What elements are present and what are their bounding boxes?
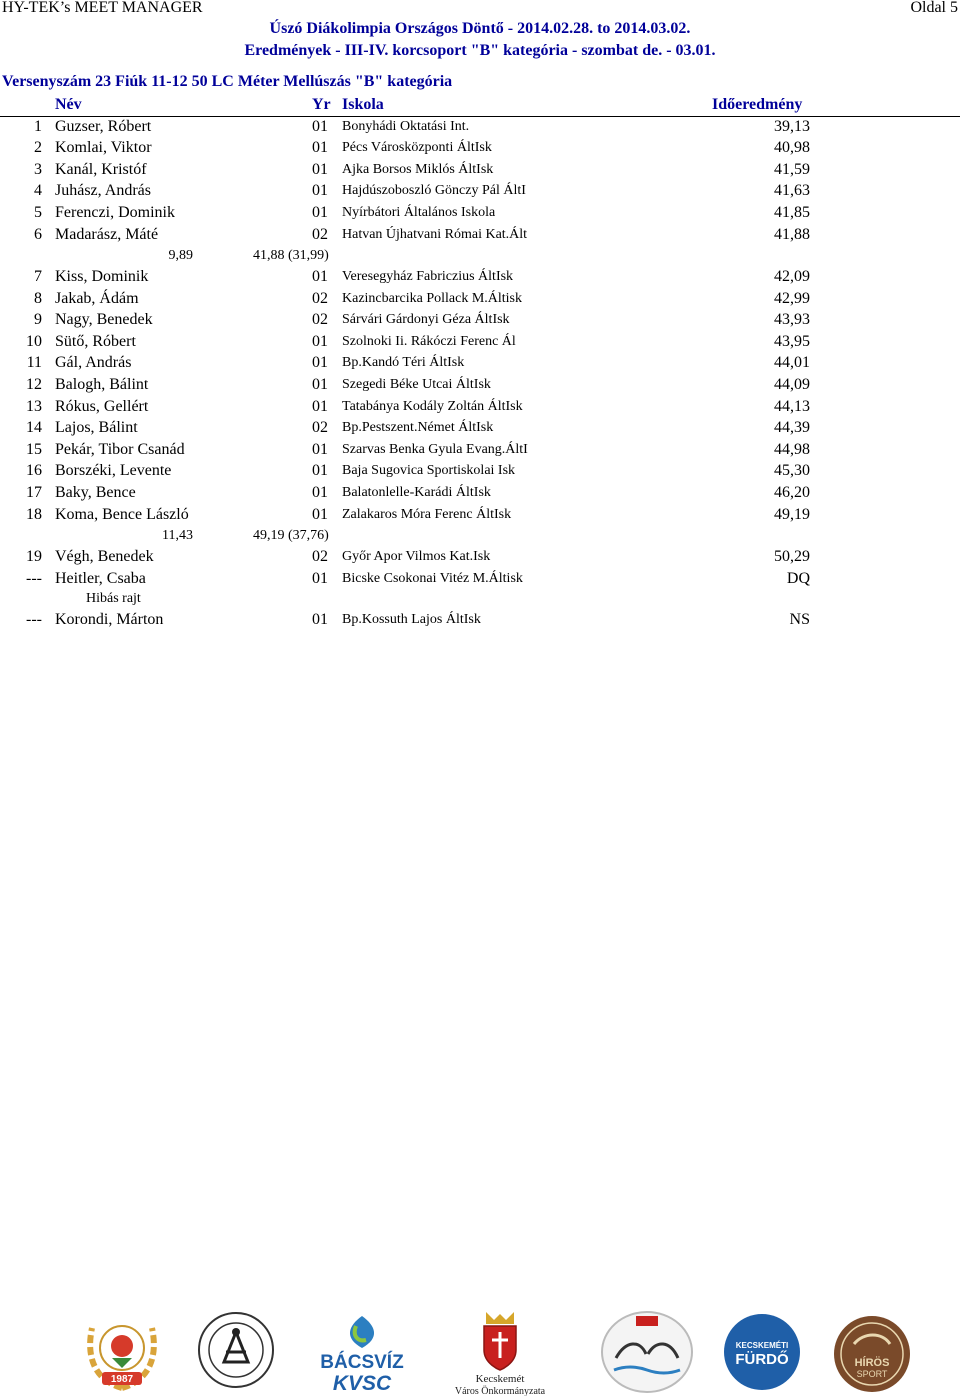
school: Kazincbarcika Pollack M.Áltisk — [342, 291, 523, 306]
table-row — [0, 484, 960, 504]
table-row — [0, 182, 960, 202]
school: Balatonlelle-Karádi ÁltIsk — [342, 485, 491, 500]
school: Szarvas Benka Gyula Evang.ÁltI — [342, 442, 528, 457]
result-time: 44,98 — [774, 441, 810, 458]
swimmer-name: Heitler, Csaba — [55, 570, 146, 587]
table-row — [0, 462, 960, 482]
place: 4 — [34, 182, 42, 199]
app-name: HY-TEK’s MEET MANAGER — [2, 0, 203, 16]
result-time: 44,09 — [774, 376, 810, 393]
year: 02 — [312, 419, 328, 436]
swimmer-name: Kanál, Kristóf — [55, 161, 147, 178]
result-time: 44,13 — [774, 398, 810, 415]
table-row — [0, 441, 960, 461]
school: Hatvan Újhatvani Római Kat.Ált — [342, 227, 528, 242]
school: Sárvári Gárdonyi Géza ÁltIsk — [342, 312, 510, 327]
school: Bp.Kandó Téri ÁltIsk — [342, 355, 465, 370]
swimmer-name: Sütő, Róbert — [55, 333, 136, 350]
meet-title: Úszó Diákolimpia Országos Döntő - 2014.02.28. to 2014.03.02. — [269, 20, 691, 37]
school: Ajka Borsos Miklós ÁltIsk — [342, 162, 494, 177]
swimmer-name: Guzser, Róbert — [55, 118, 152, 135]
year: 01 — [312, 441, 328, 458]
split-time-final: 49,19 (37,76) — [253, 528, 329, 543]
swimmer-name: Koma, Bence László — [55, 506, 189, 523]
furdo-top-text: KECSKEMÉTI — [735, 1341, 789, 1350]
swimmer-name: Juhász, András — [55, 182, 151, 199]
year: 02 — [312, 226, 328, 243]
result-time: 42,99 — [774, 290, 810, 307]
school: Szolnoki Ii. Rákóczi Ferenc Ál — [342, 334, 516, 349]
year: 01 — [312, 204, 328, 221]
uszo-szovetseg-logo — [600, 1310, 694, 1394]
diaksport-tanacs-logo — [196, 1310, 276, 1390]
year: 01 — [312, 506, 328, 523]
table-row — [0, 226, 960, 246]
school: Szegedi Béke Utcai ÁltIsk — [342, 377, 491, 392]
place: 18 — [26, 506, 42, 523]
school: Veresegyház Fabriczius ÁltIsk — [342, 269, 514, 284]
place: 8 — [34, 290, 42, 307]
column-header-name: Név — [55, 96, 82, 113]
school: Nyírbátori Általános Iskola — [342, 205, 496, 220]
column-header-school: Iskola — [342, 96, 384, 113]
place: 13 — [26, 398, 42, 415]
table-row — [0, 376, 960, 396]
swimmer-name: Rókus, Gellért — [55, 398, 149, 415]
table-row — [0, 548, 960, 568]
year: 01 — [312, 182, 328, 199]
table-row — [0, 398, 960, 418]
school: Győr Apor Vilmos Kat.Isk — [342, 549, 491, 564]
school: Bicske Csokonai Vitéz M.Áltisk — [342, 571, 523, 586]
year: 01 — [312, 376, 328, 393]
disqualification-note: Hibás rajt — [86, 591, 141, 606]
result-time: 46,20 — [774, 484, 810, 501]
swimmer-name: Borszéki, Levente — [55, 462, 172, 479]
table-row — [0, 419, 960, 439]
diaksport-szovetseg-logo — [80, 1308, 164, 1392]
place: 2 — [34, 139, 42, 156]
swimmer-name: Kiss, Dominik — [55, 268, 149, 285]
swimmer-name: Komlai, Viktor — [55, 139, 152, 156]
place: 10 — [26, 333, 42, 350]
place: 3 — [34, 161, 42, 178]
result-time: NS — [789, 611, 810, 628]
school: Bp.Pestszent.Német ÁltIsk — [342, 420, 494, 435]
result-time: 44,01 — [774, 354, 810, 371]
place: 7 — [34, 268, 42, 285]
year: 02 — [312, 311, 328, 328]
split-time-50: 9,89 — [168, 248, 193, 263]
place: 6 — [34, 226, 42, 243]
place: 14 — [26, 419, 42, 436]
result-time: 41,63 — [774, 182, 810, 199]
year: 02 — [312, 548, 328, 565]
result-time: 41,59 — [774, 161, 810, 178]
swimmer-name: Nagy, Benedek — [55, 311, 153, 328]
place: --- — [26, 570, 42, 587]
table-row — [0, 333, 960, 353]
swimmer-name: Végh, Benedek — [55, 548, 154, 565]
swimmer-name: Korondi, Márton — [55, 611, 164, 628]
column-header-yr: Yr — [312, 96, 331, 113]
year: 01 — [312, 268, 328, 285]
hiros-subtitle: SPORT — [856, 1369, 888, 1379]
result-time: 43,95 — [774, 333, 810, 350]
page-number: Oldal 5 — [910, 0, 958, 16]
bacsviz-kvsc-logo — [310, 1312, 414, 1394]
result-time: 41,85 — [774, 204, 810, 221]
table-row — [0, 570, 960, 590]
table-row — [0, 506, 960, 526]
school: Baja Sugovica Sportiskolai Isk — [342, 463, 516, 478]
swimmer-name: Lajos, Bálint — [55, 419, 138, 436]
result-time: 44,39 — [774, 419, 810, 436]
split-time-50: 11,43 — [162, 528, 193, 543]
place: 5 — [34, 204, 42, 221]
place: 15 — [26, 441, 42, 458]
furdo-wordmark: FÜRDŐ — [735, 1351, 789, 1368]
swimmer-name: Ferenczi, Dominik — [55, 204, 175, 221]
split-time-final: 41,88 (31,99) — [253, 248, 329, 263]
year: 01 — [312, 398, 328, 415]
year: 01 — [312, 484, 328, 501]
kecskemet-subtitle: Város Önkormányzata — [454, 1386, 546, 1396]
school: Hajdúszoboszló Gönczy Pál ÁltI — [342, 183, 526, 198]
swimmer-name: Balogh, Bálint — [55, 376, 149, 393]
result-time: 39,13 — [774, 118, 810, 135]
year: 01 — [312, 118, 328, 135]
place: 17 — [26, 484, 42, 501]
year: 01 — [312, 333, 328, 350]
swimmer-name: Madarász, Máté — [55, 226, 159, 243]
year: 01 — [312, 139, 328, 156]
swimmer-name: Pekár, Tibor Csanád — [55, 441, 185, 458]
school: Bp.Kossuth Lajos ÁltIsk — [342, 612, 481, 627]
table-row — [0, 161, 960, 181]
year: 01 — [312, 570, 328, 587]
result-time: 45,30 — [774, 462, 810, 479]
school: Pécs Városközponti ÁltIsk — [342, 140, 492, 155]
year: 01 — [312, 161, 328, 178]
school: Bonyhádi Oktatási Int. — [342, 119, 470, 134]
table-row — [0, 268, 960, 288]
event-title: Versenyszám 23 Fiúk 11-12 50 LC Méter Mellúszás "B" kategória — [2, 73, 453, 90]
place: 12 — [26, 376, 42, 393]
year: 01 — [312, 462, 328, 479]
table-row — [0, 354, 960, 374]
bacsviz-wordmark: BÁCSVÍZ — [320, 1352, 404, 1373]
session-subtitle: Eredmények - III-IV. korcsoport "B" kategória - szombat de. - 03.01. — [244, 42, 716, 59]
result-time: 43,93 — [774, 311, 810, 328]
place: 11 — [26, 354, 42, 371]
swimmer-name: Gál, András — [55, 354, 132, 371]
result-time: 49,19 — [774, 506, 810, 523]
table-row — [0, 204, 960, 224]
hiros-sport-logo — [832, 1314, 912, 1394]
result-time: 42,09 — [774, 268, 810, 285]
place: 19 — [26, 548, 42, 565]
year: 01 — [312, 611, 328, 628]
result-time: 41,88 — [774, 226, 810, 243]
table-row — [0, 311, 960, 331]
kecskemeti-furdo-logo — [722, 1312, 802, 1392]
swimmer-name: Baky, Bence — [55, 484, 136, 501]
table-row — [0, 118, 960, 138]
school: Tatabánya Kodály Zoltán ÁltIsk — [342, 399, 523, 414]
table-row — [0, 290, 960, 310]
swimmer-name: Jakab, Ádám — [55, 290, 139, 307]
year: 02 — [312, 290, 328, 307]
result-time: DQ — [786, 570, 810, 587]
svg-text:1987: 1987 — [110, 1374, 134, 1385]
table-row — [0, 139, 960, 159]
kecskemet-wordmark: Kecskemét — [475, 1373, 525, 1385]
place: --- — [26, 611, 42, 628]
place: 1 — [34, 118, 42, 135]
kecskemet-city-logo — [448, 1310, 552, 1396]
header-rule — [0, 116, 960, 117]
result-time: 50,29 — [774, 548, 810, 565]
hiros-wordmark: HÍRÖS — [854, 1357, 890, 1369]
kvsc-wordmark: KVSC — [332, 1372, 392, 1394]
table-row — [0, 611, 960, 631]
column-header-time: Időeredmény — [712, 96, 803, 113]
place: 9 — [34, 311, 42, 328]
result-time: 40,98 — [774, 139, 810, 156]
school: Zalakaros Móra Ferenc ÁltIsk — [342, 507, 512, 522]
year: 01 — [312, 354, 328, 371]
place: 16 — [26, 462, 42, 479]
